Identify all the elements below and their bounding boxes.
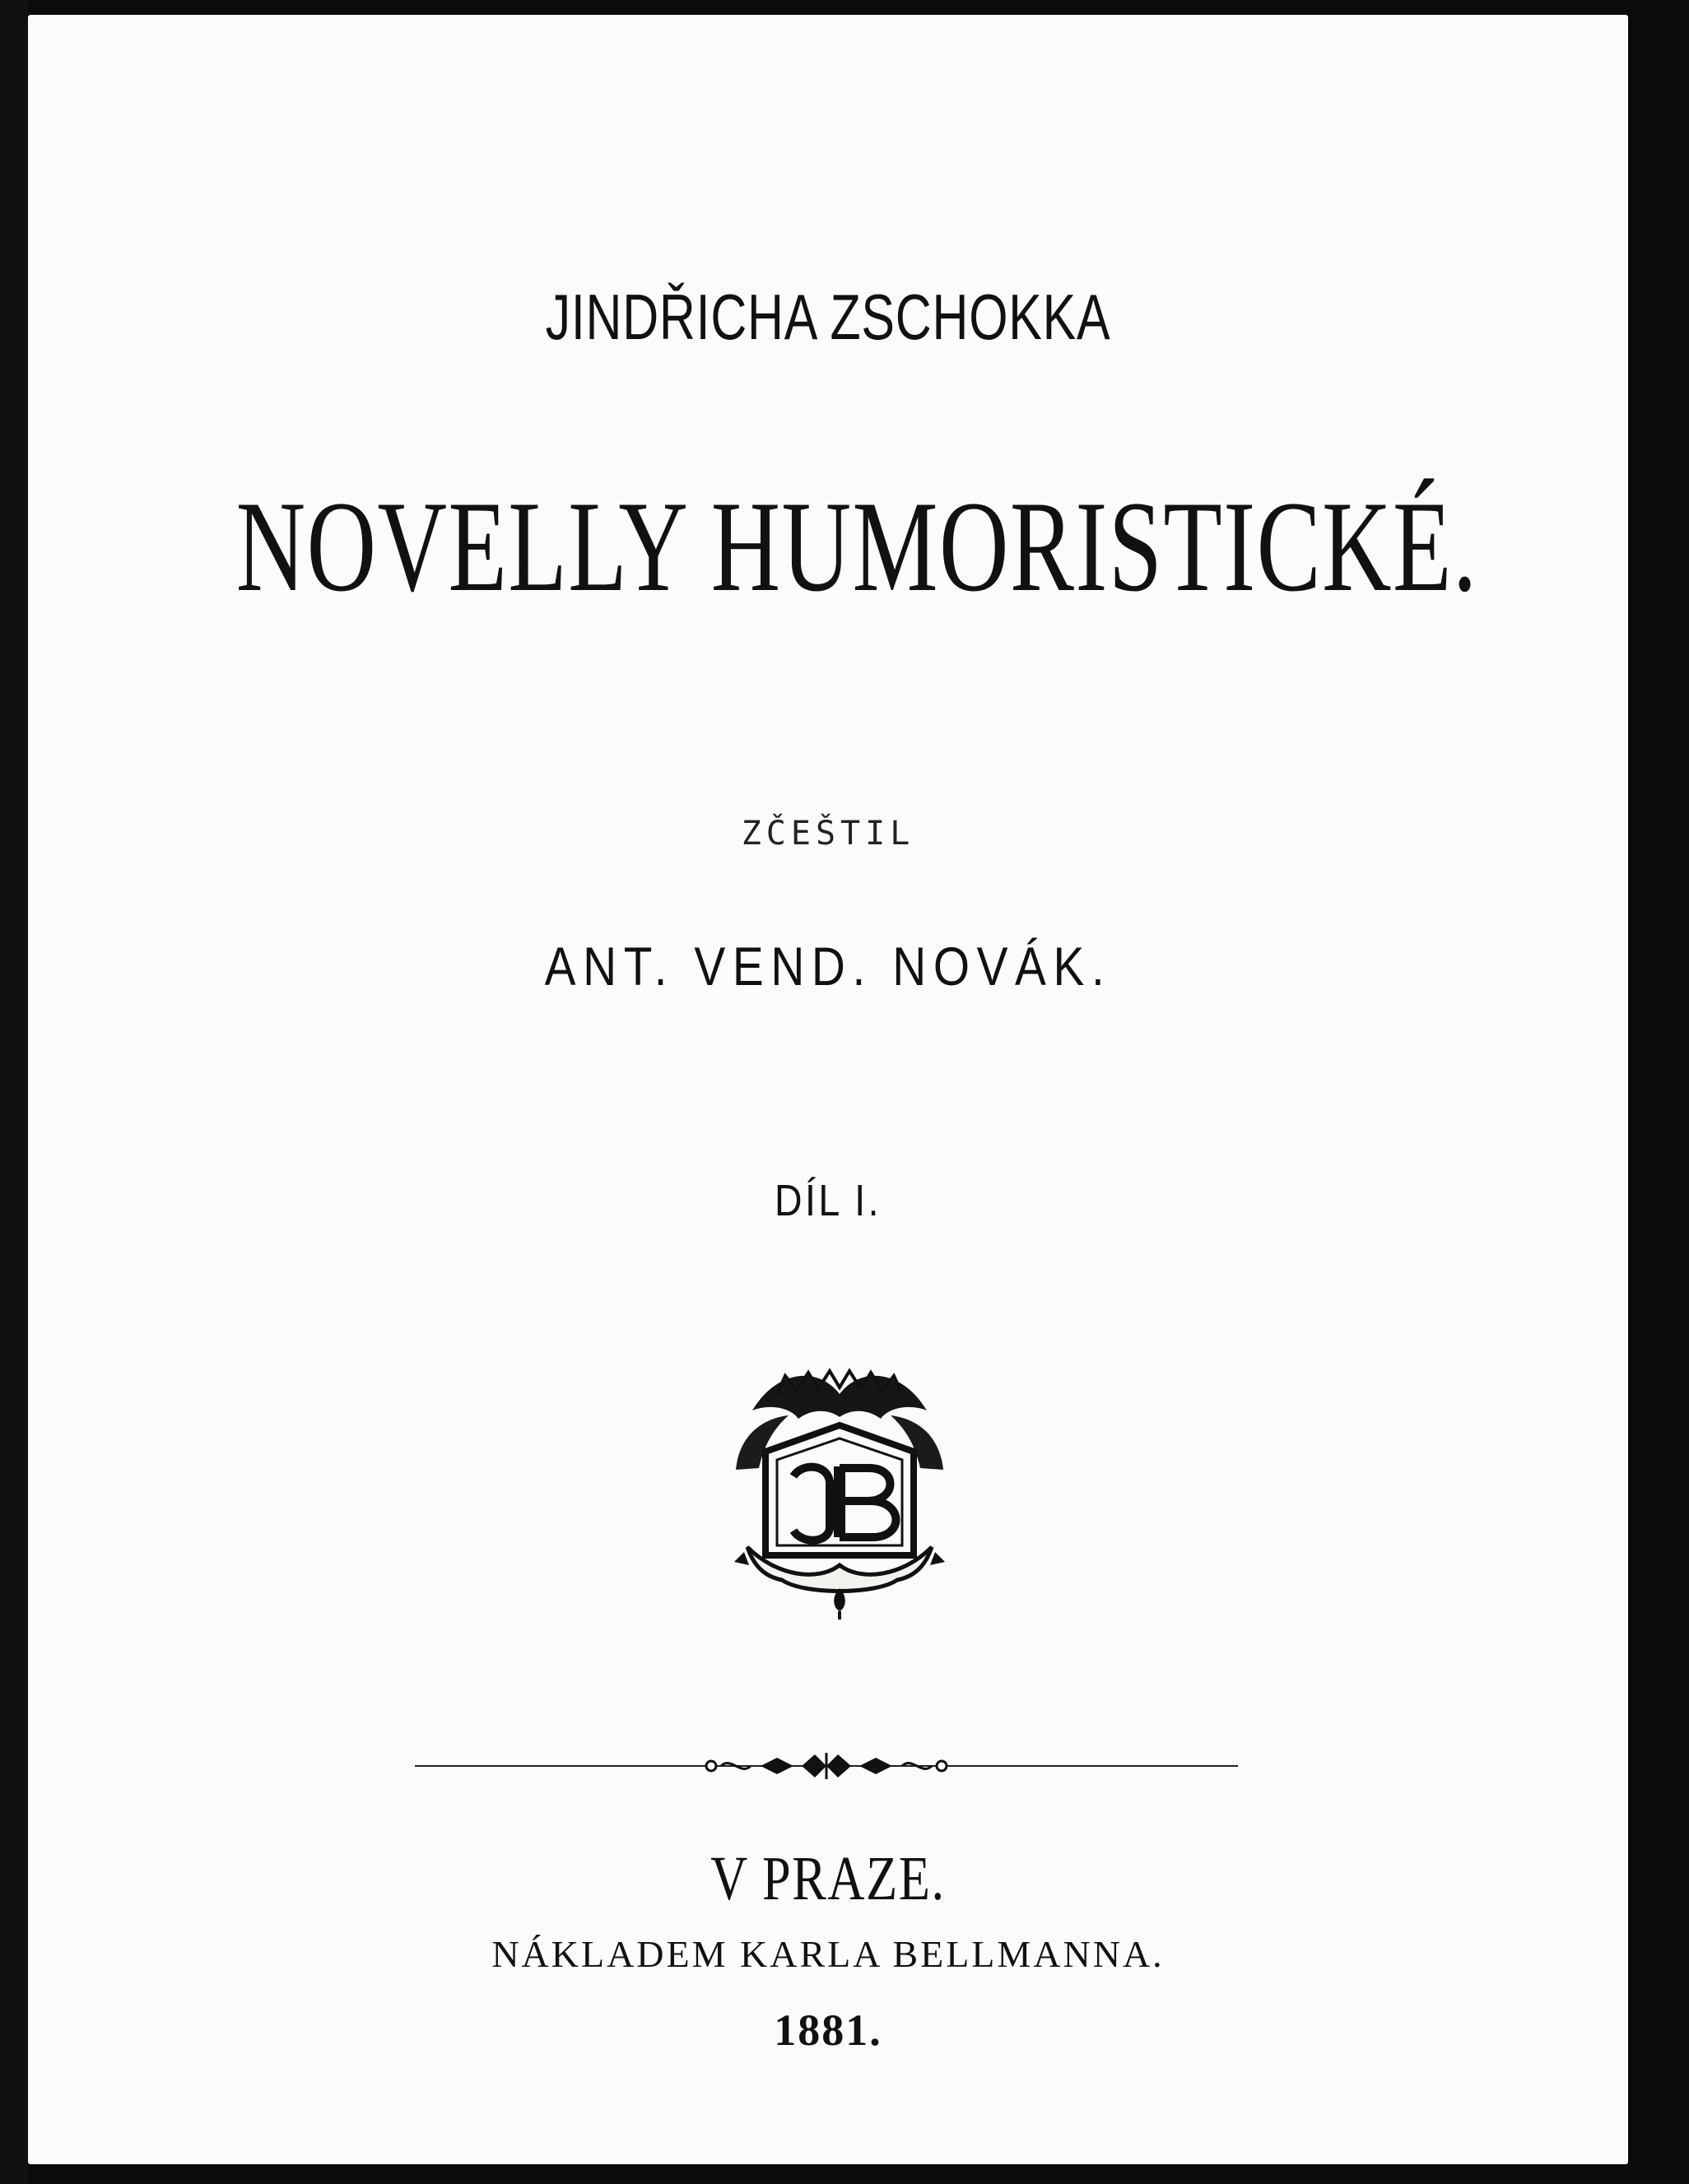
book-title: NOVELLY HUMORISTICKÉ.	[235, 475, 1478, 619]
decorative-rule-icon	[415, 1751, 1238, 1781]
publisher-emblem-icon	[728, 1361, 952, 1621]
publication-year: 1881.	[774, 2005, 882, 2055]
translated-by-label: ZČEŠTIL	[741, 815, 915, 853]
publisher-line: NÁKLADEM KARLA BELLMANNA.	[491, 1933, 1165, 1975]
volume-number: DÍL I.	[775, 1176, 882, 1225]
publication-place: V PRAZE.	[710, 1844, 946, 1913]
author-name: JINDŘICHA ZSCHOKKA	[545, 281, 1111, 353]
title-page	[28, 15, 1628, 2164]
book-binding-edge	[0, 0, 28, 2184]
translator-name: ANT. VEND. NOVÁK.	[544, 936, 1112, 997]
